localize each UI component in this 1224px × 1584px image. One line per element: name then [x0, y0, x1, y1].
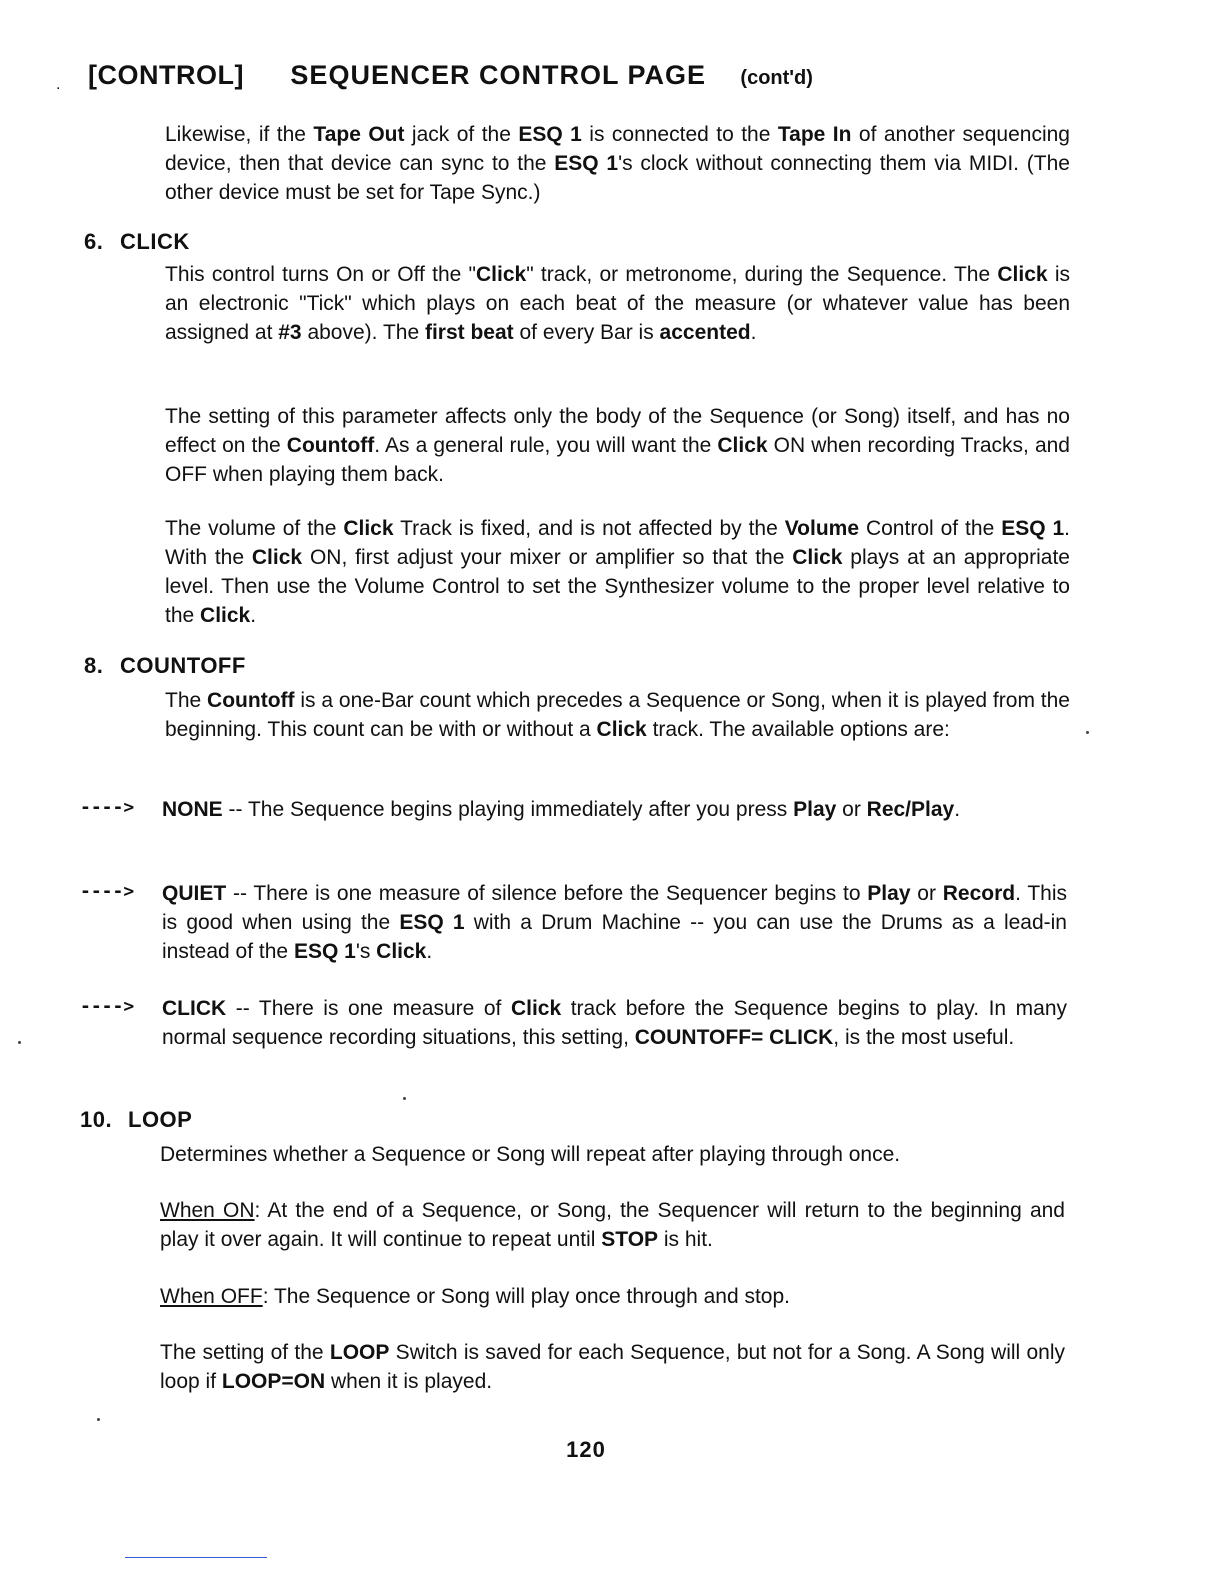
option-arrow-click: ----> [80, 996, 135, 1017]
scan-speck [1086, 731, 1089, 734]
footer-rule [125, 1557, 267, 1558]
section-heading-loop: 10. LOOP [80, 1107, 193, 1132]
heading-title: SEQUENCER CONTROL PAGE [290, 60, 706, 90]
scan-speck [97, 1418, 100, 1421]
countoff-paragraph-1: The Countoff is a one-Bar count which precedes a Sequence or Song, when it is played from the beginning. This count can be with or without a Click track. The available options are: [165, 689, 1070, 741]
heading-continued: (cont'd) [740, 67, 813, 89]
section-heading-click: 6. CLICK [84, 229, 190, 254]
option-quiet: QUIET -- There is one measure of silence before the Sequencer begins to Play or Record. This is good when using the ESQ 1 with a Drum Machine -- you can use the Drums as a lead-in instead of the ESQ 1's Click. [162, 882, 1068, 963]
loop-paragraph-4: The setting of the LOOP Switch is saved for each Sequence, but not for a Song. A Song will only loop if LOOP=ON when it is played. [160, 1341, 1065, 1393]
intro-paragraph: Likewise, if the Tape Out jack of the ESQ 1 is connected to the Tape In of another sequencing device, then that device can sync to the ESQ 1's clock without connecting them via MIDI. (The other device must be set for Tape Sync.) [165, 123, 1070, 204]
loop-paragraph-off: When OFF: The Sequence or Song will play once through and stop. [160, 1285, 790, 1308]
click-paragraph-1: This control turns On or Off the "Click" track, or metronome, during the Sequence. The Click is an electronic "Tick" which plays on each beat of the measure (or whatever value has been assigned at #3 above). The first beat of every Bar is accented. [165, 263, 1070, 344]
page-number: 120 [566, 1437, 606, 1462]
option-arrow-none: ----> [80, 797, 135, 818]
click-paragraph-3: The volume of the Click Track is fixed, and is not affected by the Volume Control of the ESQ 1. With the Click ON, first adjust your mixer or amplifier so that the Click plays at an appropriate level. Then use the Volume Control to set the Synthesizer volume to the proper level relative to the Click. [165, 517, 1070, 627]
click-paragraph-2: The setting of this parameter affects only the body of the Sequence (or Song) itself, and has no effect on the Countoff. As a general rule, you will want the Click ON when recording Tracks, and OFF when playing them back. [165, 405, 1070, 486]
margin-dot: . [56, 76, 61, 93]
section-heading-countoff: 8. COUNTOFF [84, 653, 246, 678]
option-none: NONE -- The Sequence begins playing immediately after you press Play or Rec/Play. [162, 798, 961, 821]
option-arrow-quiet: ----> [80, 881, 135, 902]
scan-speck [18, 1041, 21, 1044]
loop-paragraph-1: Determines whether a Sequence or Song will repeat after playing through once. [160, 1143, 901, 1166]
loop-paragraph-on: When ON: At the end of a Sequence, or Song, the Sequencer will return to the beginning and play it over again. It will continue to repeat until STOP is hit. [160, 1199, 1065, 1251]
page-heading [88, 60, 813, 91]
heading-tag: [CONTROL] [88, 60, 244, 90]
scan-speck [403, 1097, 406, 1100]
option-click: CLICK -- There is one measure of Click track before the Sequence begins to play. In many normal sequence recording situations, this setting, COUNTOFF= CLICK, is the most useful. [162, 997, 1067, 1049]
